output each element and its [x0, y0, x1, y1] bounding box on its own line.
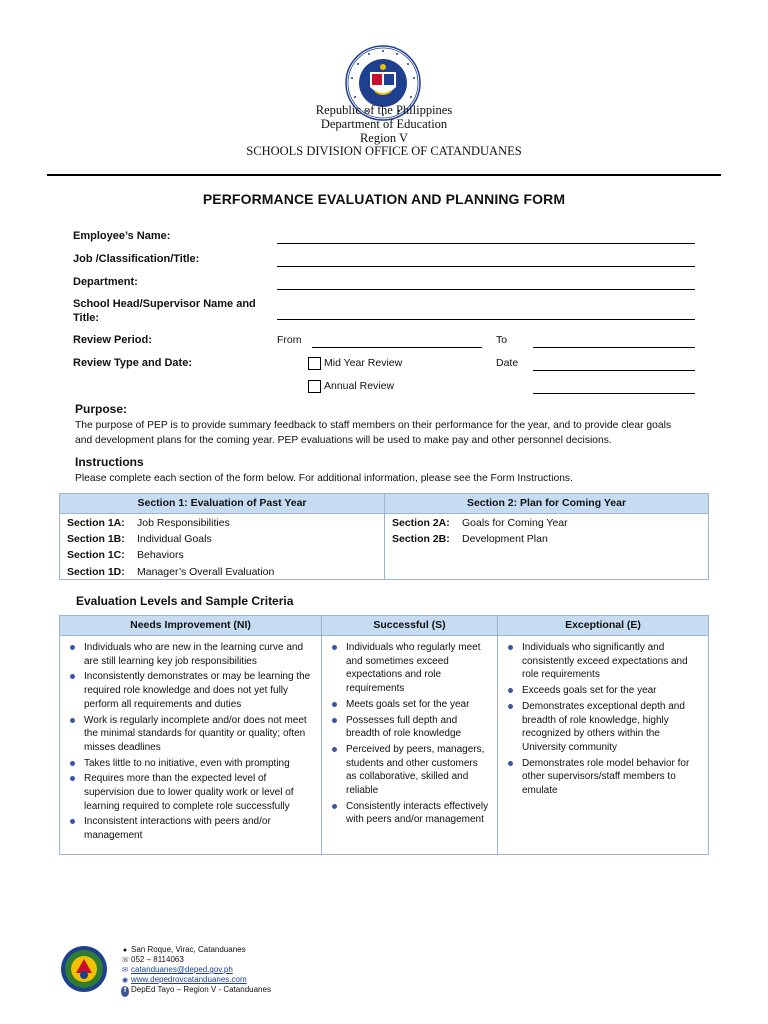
eval-list-e [498, 636, 708, 798]
list-item: Individuals who significantly and consistently exceed expectations and role requirements [502, 641, 702, 682]
list-item: Exceeds goals set for the year [502, 684, 702, 698]
list-item: Demonstrates exceptional depth and breadth of role knowledge, highly recognized by others within the University community [502, 700, 702, 755]
list-item: Individuals who are new in the learning curve and are still learning key job responsibilities [64, 641, 315, 668]
phone-icon: ☏ [121, 957, 130, 964]
section-2b-value: Development Plan [462, 533, 548, 545]
footer-email[interactable]: catanduanes@deped.gov.ph [131, 965, 233, 974]
employee-name-label: Employee’s Name: [73, 230, 171, 242]
division-seal-logo [60, 945, 108, 993]
instructions-text: Please complete each section of the form below. For additional information, please see the Form Instructions. [75, 473, 573, 484]
header-country: Republic of the Philippines [315, 103, 453, 117]
instructions-heading: Instructions [75, 455, 144, 469]
mid-year-checkbox[interactable] [308, 357, 321, 370]
footer-facebook-line [121, 985, 271, 997]
form-title: PERFORMANCE EVALUATION AND PLANNING FORM [202, 191, 566, 207]
supervisor-label-line1: School Head/Supervisor Name and [73, 298, 256, 310]
list-item: Requires more than the expected level of supervision due to lower quality work or level of learning required to complete role successfully [64, 772, 315, 813]
from-date-field[interactable] [312, 347, 482, 348]
purpose-text-line2: and development plans for the coming year. PEP evaluations will be used to make pay and other personnel decisions. [75, 435, 612, 446]
eval-column-ni [60, 616, 322, 854]
eval-header-e: Exceptional (E) [498, 616, 708, 636]
section2-header: Section 2: Plan for Coming Year [385, 494, 708, 514]
supervisor-label-line2: Title: [73, 312, 100, 324]
eval-header-ni: Needs Improvement (NI) [60, 616, 321, 636]
list-item: Work is regularly incomplete and/or does not meet the minimal standards for quantity or quality; often misses deadlines [64, 714, 315, 755]
purpose-text-line1: The purpose of PEP is to provide summary feedback to staff members on their performance for the year, and to provide clear goals [75, 420, 672, 431]
section-1b-key: Section 1B: [67, 533, 125, 545]
section-1d-key: Section 1D: [67, 566, 125, 578]
header-department: Department of Education [320, 117, 448, 131]
review-date-field[interactable] [533, 370, 695, 371]
section-1d-value: Manager’s Overall Evaluation [137, 566, 275, 578]
footer-address: San Roque, Virac, Catanduanes [131, 945, 246, 954]
section-1c-value: Behaviors [137, 549, 184, 561]
section-2b-row [392, 533, 548, 545]
section-1a-value: Job Responsibilities [137, 517, 230, 529]
purpose-heading: Purpose: [75, 402, 128, 416]
section-2a-row [392, 517, 568, 529]
facebook-icon: f [121, 986, 129, 997]
job-title-label: Job /Classification/Title: [73, 253, 200, 265]
email-icon: ✉ [122, 967, 128, 974]
section-1c-key: Section 1C: [67, 549, 125, 561]
sections-column-divider [384, 513, 385, 579]
to-date-field[interactable] [533, 347, 695, 348]
eval-list-s [322, 636, 497, 827]
header-region: Region V [359, 131, 409, 145]
header-divider [47, 174, 721, 176]
map-pin-icon: ● [122, 947, 128, 954]
section-2b-key: Section 2B: [392, 533, 450, 545]
section-1c-row [67, 549, 184, 561]
to-label: To [496, 334, 508, 346]
list-item: Perceived by peers, managers, students and other customers as collaborative, skilled and reliable [326, 743, 491, 798]
review-period-label: Review Period: [73, 334, 152, 346]
job-title-field[interactable] [277, 266, 695, 267]
section-1a-key: Section 1A: [67, 517, 125, 529]
department-field[interactable] [277, 289, 695, 290]
annual-review-label: Annual Review [324, 380, 395, 392]
footer-facebook: DepEd Tayo – Region V - Catanduanes [131, 985, 271, 994]
evaluation-table [59, 615, 709, 855]
section-1b-value: Individual Goals [137, 533, 212, 545]
eval-column-e [498, 616, 708, 854]
list-item: Consistently interacts effectively with peers and/or management [326, 800, 491, 827]
list-item: Meets goals set for the year [326, 698, 491, 712]
section-1b-row [67, 533, 212, 545]
section1-header: Section 1: Evaluation of Past Year [60, 494, 385, 514]
department-label: Department: [73, 276, 138, 288]
sections-table [59, 493, 709, 580]
evaluation-heading: Evaluation Levels and Sample Criteria [76, 594, 294, 608]
annual-review-checkbox[interactable] [308, 380, 321, 393]
list-item: Inconsistent interactions with peers and/or management [64, 815, 315, 842]
annual-review-date-field[interactable] [533, 393, 695, 394]
review-type-label: Review Type and Date: [73, 357, 192, 369]
list-item: Takes little to no initiative, even with prompting [64, 757, 315, 771]
from-label: From [277, 334, 302, 346]
globe-icon: ◉ [121, 977, 129, 984]
eval-column-s [322, 616, 498, 854]
section-1d-row [67, 566, 275, 578]
footer-website[interactable]: www.depedrovcatanduanes.com [131, 975, 247, 984]
list-item: Possesses full depth and breadth of role knowledge [326, 714, 491, 741]
footer-phone: 052 – 8114063 [131, 955, 184, 964]
supervisor-field[interactable] [277, 319, 695, 320]
section-1a-row [67, 517, 230, 529]
list-item: Demonstrates role model behavior for other supervisors/staff members to emulate [502, 757, 702, 798]
eval-list-ni [60, 636, 321, 843]
section-2a-key: Section 2A: [392, 517, 450, 529]
eval-header-s: Successful (S) [322, 616, 497, 636]
section-2a-value: Goals for Coming Year [462, 517, 568, 529]
header-office: SCHOOLS DIVISION OFFICE OF CATANDUANES [246, 144, 522, 158]
date-label: Date [496, 357, 519, 369]
list-item: Individuals who regularly meet and sometimes exceed expectations and role requirements [326, 641, 491, 696]
list-item: Inconsistently demonstrates or may be learning the required role knowledge and does not yet fully perform all requirements and duties [64, 670, 315, 711]
mid-year-label: Mid Year Review [324, 357, 403, 369]
employee-name-field[interactable] [277, 243, 695, 244]
